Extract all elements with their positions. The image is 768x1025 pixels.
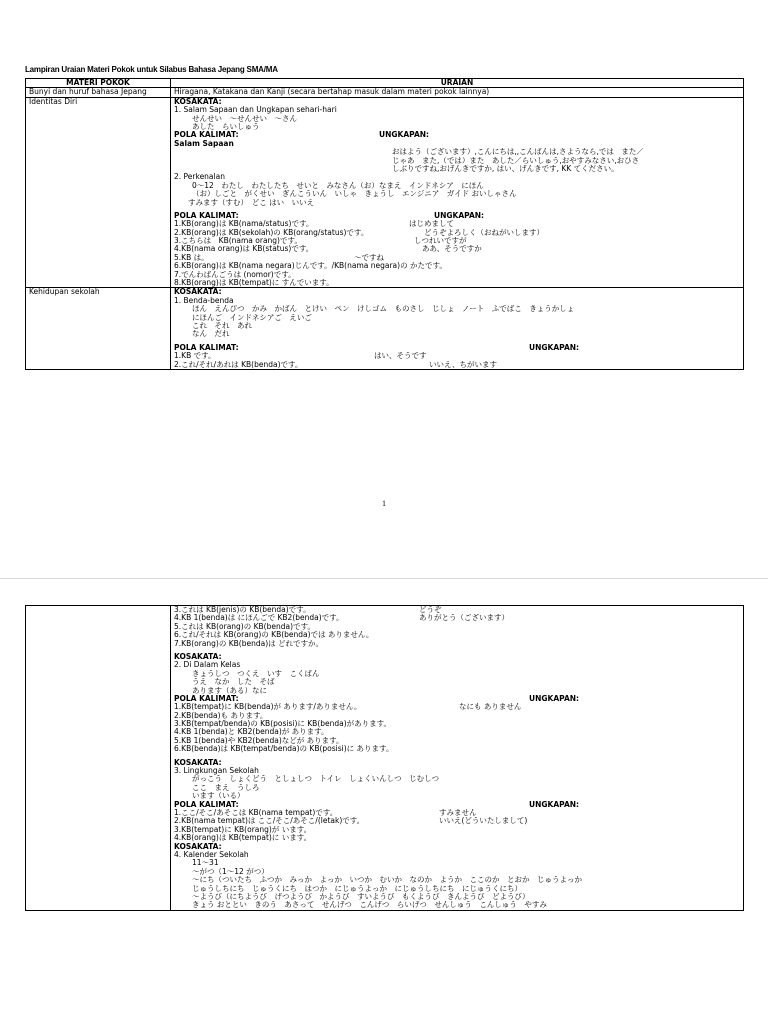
pattern-line: 1.KB(orang)は KB(nama/status)です。 はじめまして [174,220,454,229]
pattern-line: 7.でんわばんごうは (nomor)です。 [174,270,296,279]
pattern-line: 5.これは KB(orang)の KB(benda)です。 [174,622,315,631]
pola-row [174,212,740,220]
ungkapan-label: UNGKAPAN: [379,131,430,140]
syllabus-table [25,78,744,370]
kosakata-label: KOSAKATA: [174,652,222,661]
pola-label: POLA KALIMAT: [174,694,239,703]
document-caption: Lampiran Uraian Materi Pokok untuk Silabus Bahasa Jepang SMA/MA [25,65,278,74]
table-row [26,88,744,97]
section-title: 3. Lingkungan Sekolah [174,767,259,776]
kosakata-label: KOSAKATA: [174,97,222,106]
uraian-cell [171,288,744,370]
ungkapan-line: じゃあ また,（では）また あした／らいしゅう,おやすみなさい,おひさ [392,156,640,165]
vocab-line: あした らいしゅう [192,122,260,131]
pattern-line: 4.KB 1(benda)は にほんごで KB2(benda)です。 ありがとう（ございます） [174,614,509,623]
salam-label: Salam Sapaan [174,139,234,148]
materi-cell: Bunyi dan huruf bahasa Jepang [26,88,171,97]
ungkapan-line: しぶりですね,おげんきですか, はい、げんきです, KK てください。 [392,164,619,173]
pattern-line: 2.これ/それ/あれは KB(benda)です。 いいえ、ちがいます [174,360,497,369]
kosakata-label: KOSAKATA: [174,842,222,851]
uraian-cell [171,97,744,288]
pola-label: POLA KALIMAT: [174,343,239,352]
syllabus-table-continued [25,605,744,911]
pattern-line: 2.KB(benda)も あります。 [174,711,268,720]
materi-cell: Identitas Diri [26,97,171,288]
vocab-line: ～ようび（にちようび げつようび かようび すいようび もくようび きんようび どようび） [192,892,530,901]
pola-row [174,695,740,703]
pattern-line: 3.KB(tempat/benda)の KB(posisi)に KB(benda)があります。 [174,720,392,729]
pattern-line: 4.KB(orang)は KB(tempat)に います。 [174,834,312,843]
pattern-line: 3.これは KB(jenis)の KB(benda)です。 どうぞ [174,606,442,614]
vocab-line: じゅうしちにち じゅうくにち はつか にじゅうよっか にじゅうしちにち にじゅうくにち） [192,884,522,893]
vocab-line: きょう おととい きのう あさって せんげつ こんげつ らいげつ せんしゅう こんしゅう やすみ [192,901,547,910]
pattern-line: 8.KB(orang)は KB(tempat)に すんでいます。 [174,279,334,288]
pattern-line: 2.KB(orang)は KB(sekolah)の KB(orang/status)です。 どうぞよろしく（おねがいします） [174,228,544,237]
vocab-line: うえ なか した そば [192,678,275,687]
materi-cell: Kehidupan sekolah [26,288,171,370]
section-title: 2. Perkenalan [174,173,225,182]
table-row [26,288,744,370]
ungkapan-label: UNGKAPAN: [434,211,485,220]
ungkapan-label: UNGKAPAN: [529,694,580,703]
pattern-line: 1.KB(tempat)に KB(benda)が あります/ありません。 なにも ありません [174,703,522,712]
pattern-line: 4.KB 1(benda)と KB2(benda)が あります。 [174,728,329,737]
ungkapan-line: おはよう（ございます）,こんにちは,,こんばんは,さようなら,では また／ [392,148,644,157]
document-page-2 [0,578,768,1025]
vocab-line: にほんご インドネシアご えいご [192,313,312,322]
pattern-line: 1.ここ/そこ/あそこは KB(nama tempat)です。 すみません [174,808,477,817]
ungkapan-label: UNGKAPAN: [529,800,580,809]
kosakata-label: KOSAKATA: [174,758,222,767]
pola-label: POLA KALIMAT: [174,211,239,220]
pattern-line: 4.KB(nama orang)は KB(status)です。 ああ、そうですか [174,245,482,254]
vocab-line: きょうしつ つくえ いす こくばん [192,669,320,678]
pattern-line: 3.KB(tempat)に KB(orang)が います。 [174,825,312,834]
pola-label: POLA KALIMAT: [174,800,239,809]
section-title: 4. Kalender Sekolah [174,850,249,859]
vocab-line: がっこう しょくどう としょしつ トイレ しょくいんしつ じむしつ [192,775,440,784]
vocab-line: ～にち（ついたち ふつか みっか よっか いつか むいか なのか ようか ここのか とおか じゅうよっか [192,876,582,885]
section-title: 2. Di Dalam Kelas [174,661,241,670]
pola-row [174,801,740,809]
vocab-line: せんせい ～せんせい ～さん [192,114,297,123]
uraian-cell: Hiragana, Katakana dan Kanji (secara bertahap masuk dalam materi pokok lainnya) [171,88,744,97]
table-row [26,97,744,288]
pola-label: POLA KALIMAT: [174,131,239,140]
pattern-line: 6.KB(orang)は KB(nama negara)じんです。/KB(nama negara)の かたです。 [174,262,447,271]
pattern-line: 7.KB(orang)の KB(benda)は どれですか。 [174,639,324,648]
header-materi-pokok: MATERI POKOK [26,79,171,88]
pattern-line: 5.KB は。 ～ですね [174,253,384,262]
vocab-line: なん だれ [192,330,230,339]
vocab-line: （お）しごと がくせい ぎんこういん いしゃ きょうし エンジニア ガイド おいしゃさん [192,190,517,199]
pattern-line: 3.こちらは KB(nama orang)です。 しつれいですが [174,237,467,246]
pattern-line: 6.これ/それは KB(orang)の KB(benda)では ありません。 [174,631,374,640]
pola-row [174,131,740,139]
vocab-line: すみます（すむ） どこ はい いいえ [188,198,315,207]
vocab-line: 0～12 わたし わたしたち せいと みなさん（お）なまえ インドネシア にほん [192,181,484,190]
pattern-line: 1.KB です。 はい、そうです [174,352,427,361]
pattern-line: 5.KB 1(benda)や KB2(benda)などが あります。 [174,736,344,745]
pattern-line: 6.KB(benda)は KB(tempat/benda)の KB(posisi)に あります。 [174,745,394,754]
materi-cell [26,606,171,911]
vocab-line: います（いる） [192,792,245,801]
vocab-line: ～がつ（1～12 がつ） [192,867,269,876]
vocab-line: あります（ある）なに [192,686,267,695]
uraian-cell [171,606,744,911]
vocab-line: ここ まえ うしろ [192,783,260,792]
kosakata-label: KOSAKATA: [174,288,222,297]
table-row [26,606,744,911]
vocab-line: ほん えんぴつ かみ かばん とけい ペン けしゴム ものさし じしょ ノート ふでばこ きょうかしょ [192,305,575,314]
section-title: 1. Benda-benda [174,296,234,305]
vocab-line: 11～31 [192,859,219,868]
pola-row [174,344,740,352]
vocab-line: これ それ あれ [192,321,252,330]
ungkapan-label: UNGKAPAN: [529,343,580,352]
header-uraian: URAIAN [171,79,744,88]
pattern-line: 2.KB(nama tempat)は ここ/そこ/あそこ/(letak)です。 いいえ(どういたしまして) [174,817,528,826]
page-number: 1 [382,499,386,508]
section-title: 1. Salam Sapaan dan Ungkapan sehari-hari [174,106,337,115]
